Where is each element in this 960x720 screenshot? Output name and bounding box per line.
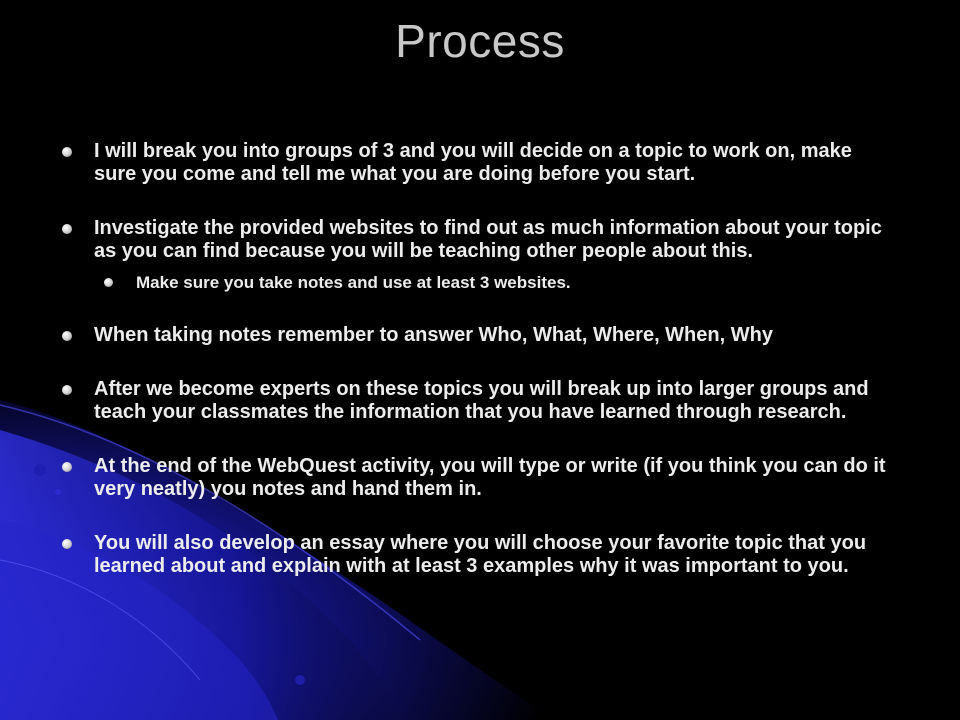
bullet-icon bbox=[62, 462, 72, 472]
bullet-item bbox=[58, 455, 898, 501]
bullet-item bbox=[58, 217, 898, 263]
bullet-item bbox=[58, 140, 898, 186]
bullet-text: Investigate the provided websites to find out as much information about your topic as you can find because you will be teaching other people about this. bbox=[94, 217, 882, 262]
bullet-item bbox=[58, 378, 898, 424]
sub-bullet-icon bbox=[104, 278, 113, 287]
bullet-icon bbox=[62, 224, 72, 234]
bullet-item bbox=[58, 532, 898, 578]
bullet-icon bbox=[62, 147, 72, 157]
bullet-text: When taking notes remember to answer Who, What, Where, When, Why bbox=[94, 324, 773, 346]
bullet-item bbox=[58, 324, 898, 347]
bullet-text: I will break you into groups of 3 and you will decide on a topic to work on, make sure you come and tell me what you are doing before you start. bbox=[94, 140, 852, 185]
sub-bullet-text: Make sure you take notes and use at least 3 websites. bbox=[136, 273, 571, 292]
bullet-text: At the end of the WebQuest activity, you will type or write (if you think you can do it very neatly) you notes and hand them in. bbox=[94, 455, 886, 500]
bullet-text: You will also develop an essay where you will choose your favorite topic that you learned about and explain with at least 3 examples why it was important to you. bbox=[94, 532, 867, 577]
bullet-text: After we become experts on these topics you will break up into larger groups and teach your classmates the information that you have learned through research. bbox=[94, 378, 869, 423]
bullet-list bbox=[58, 140, 898, 578]
bullet-icon bbox=[62, 331, 72, 341]
bullet-icon bbox=[62, 385, 72, 395]
bullet-icon bbox=[62, 539, 72, 549]
slide-title: Process bbox=[395, 15, 565, 67]
sub-bullet-item bbox=[58, 273, 898, 293]
